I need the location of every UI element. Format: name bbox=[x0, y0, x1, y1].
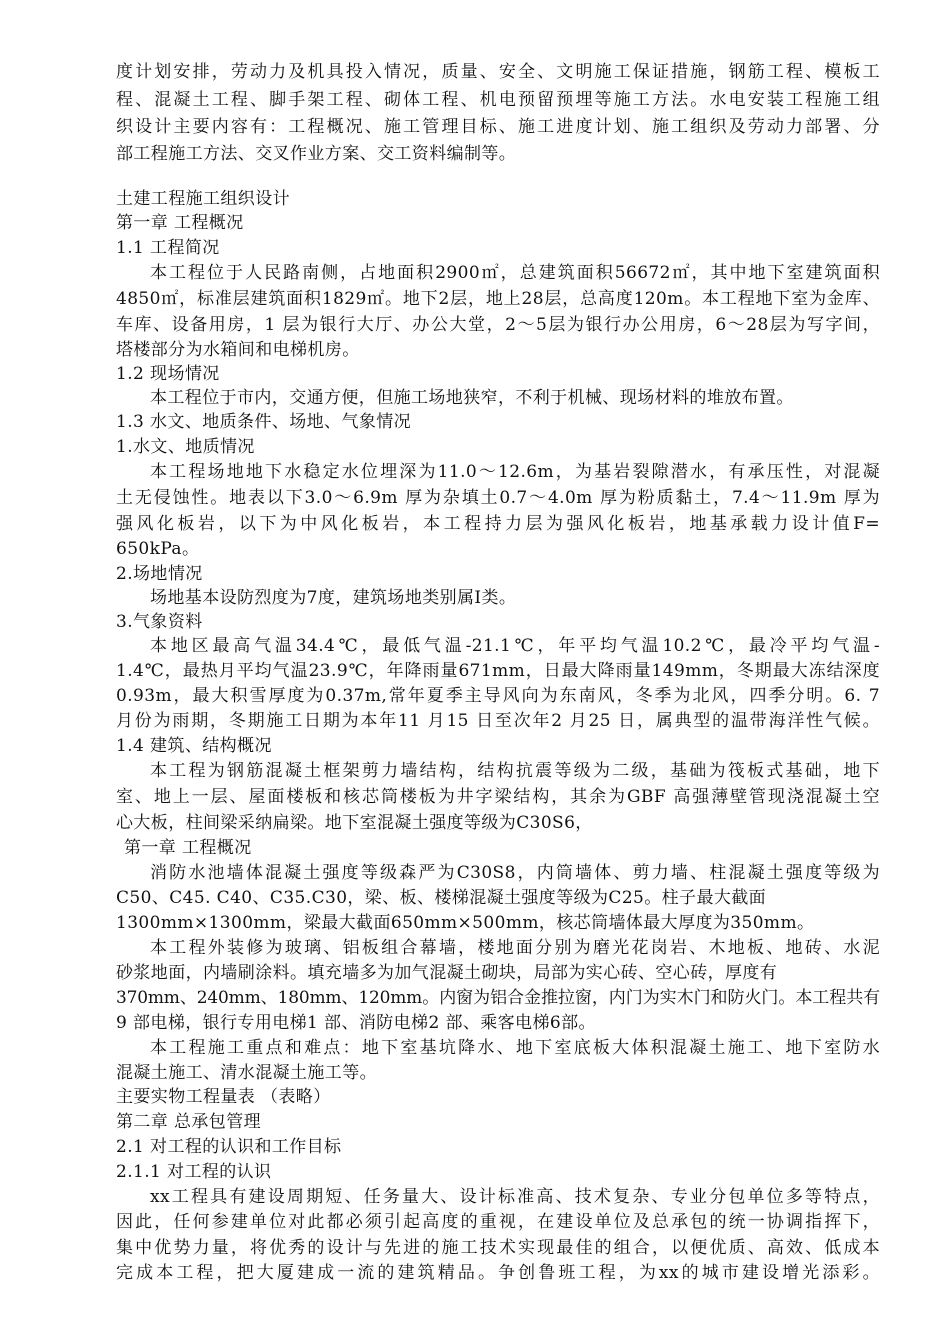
section-heading: 1.1 工程简况 bbox=[116, 238, 220, 258]
text-line: 度计划安排，劳动力及机具投入情况，质量、安全、文明施工保证措施，钢筋工程、模板工 bbox=[116, 62, 880, 82]
chapter-heading: 第二章 总承包管理 bbox=[116, 1112, 262, 1132]
text-line: 1300mm×1300mm，梁最大截面650mm×500mm，核芯筒墙体最大厚度为350mm。 bbox=[116, 913, 815, 933]
text-line: 程、混凝土工程、脚手架工程、砌体工程、机电预留预埋等施工方法。水电安装工程施工组 bbox=[116, 90, 880, 110]
section-heading: 1.4 建筑、结构概况 bbox=[116, 736, 272, 756]
text-line: 部工程施工方法、交叉作业方案、交工资料编制等。 bbox=[116, 144, 517, 164]
paragraph-line: 本工程外装修为玻璃、铝板组合幕墙，楼地面分别为磨光花岗岩、木地板、地砖、水泥 bbox=[150, 938, 880, 958]
text-line: 0.93m，最大积雪厚度为0.37m,常年夏季主导风向为东南风，冬季为北风，四季分明。6. 7 bbox=[116, 686, 880, 706]
table-note: 主要实物工程量表 （表略） bbox=[116, 1087, 331, 1107]
text-line: 心大板，柱间梁采纳扁梁。地下室混凝土强度等级为C30S6， bbox=[116, 813, 593, 833]
text-line: 9 部电梯，银行专用电梯1 部、消防电梯2 部、乘客电梯6部。 bbox=[116, 1013, 596, 1033]
text-line: 因此，任何参建单位对此都必须引起高度的重视，在建设单位及总承包的统一协调指挥下， bbox=[116, 1212, 880, 1232]
text-line: 1.4℃，最热月平均气温23.9℃，年降雨量671mm，日最大降雨量149mm，冬期最大冻结深度 bbox=[116, 661, 880, 681]
paragraph-line: xx工程具有建设周期短、任务量大、设计标准高、技术复杂、专业分包单位多等特点， bbox=[150, 1187, 880, 1207]
paragraph-line: 本工程施工重点和难点：地下室基坑降水、地下室底板大体积混凝土施工、地下室防水 bbox=[150, 1038, 880, 1058]
text-line: 完成本工程，把大厦建成一流的建筑精品。争创鲁班工程，为xx的城市建设增光添彩。 bbox=[116, 1263, 880, 1283]
paragraph-line: 场地基本设防烈度为7度，建筑场地类别属Ⅰ类。 bbox=[150, 588, 517, 608]
text-line: 土无侵蚀性。地表以下3.0～6.9m 厚为杂填土0.7～4.0m 厚为粉质黏土，7.4～11.9m 厚为 bbox=[116, 488, 880, 508]
chapter-heading: 第一章 工程概况 bbox=[124, 838, 252, 858]
text-line: 塔楼部分为水箱间和电梯机房。 bbox=[116, 340, 360, 360]
text-line: C50、C45. C40、C35.C30，梁、板、楼梯混凝土强度等级为C25。柱子最大截面 bbox=[116, 888, 767, 908]
sub-heading: 2.场地情况 bbox=[116, 564, 203, 584]
paragraph-line: 本工程位于市内，交通方便，但施工场地狭窄，不利于机械、现场材料的堆放布置。 bbox=[150, 388, 794, 408]
text-line: 370mm、240mm、180mm、120mm。内窗为铝合金推拉窗，内门为实木门和防火门。本工程共有 bbox=[116, 988, 880, 1008]
section-heading: 2.1 对工程的认识和工作目标 bbox=[116, 1137, 342, 1157]
chapter-heading: 第一章 工程概况 bbox=[116, 213, 244, 233]
text-line: 650kPa。 bbox=[116, 539, 200, 559]
text-line: 混凝土施工、清水混凝土施工等。 bbox=[116, 1063, 377, 1083]
section-title: 土建工程施工组织设计 bbox=[116, 189, 290, 209]
text-line: 集中优势力量，将优秀的设计与先进的施工技术实现最佳的组合，以便优质、高效、低成本 bbox=[116, 1238, 880, 1258]
section-heading: 1.3 水文、地质条件、场地、气象情况 bbox=[116, 412, 412, 432]
text-line: 织设计主要内容有：工程概况、施工管理目标、施工进度计划、施工组织及劳动力部署、分 bbox=[116, 117, 880, 137]
section-heading: 2.1.1 对工程的认识 bbox=[116, 1162, 272, 1182]
paragraph-line: 本工程场地地下水稳定水位埋深为11.0～12.6m，为基岩裂隙潜水，有承压性，对混凝 bbox=[150, 462, 880, 482]
text-line: 4850㎡，标准层建筑面积1829㎡。地下2层，地上28层，总高度120m。本工程地下室为金库、 bbox=[116, 289, 880, 309]
section-heading: 1.2 现场情况 bbox=[116, 364, 220, 384]
text-line: 强风化板岩，以下为中风化板岩，本工程持力层为强风化板岩，地基承载力设计值F= bbox=[116, 514, 880, 534]
sub-heading: 1.水文、地质情况 bbox=[116, 437, 255, 457]
text-line: 车库、设备用房，1 层为银行大厅、办公大堂，2～5层为银行办公用房，6～28层为写字间， bbox=[116, 315, 880, 335]
paragraph-line: 本地区最高气温34.4℃，最低气温-21.1℃，年平均气温10.2℃，最冷平均气温- bbox=[150, 636, 880, 656]
text-line: 砂浆地面，内墙刷涂料。填充墙多为加气混凝土砌块，局部为实心砖、空心砖，厚度有 bbox=[116, 963, 778, 983]
paragraph-line: 本工程位于人民路南侧，占地面积2900㎡，总建筑面积56672㎡，其中地下室建筑面积 bbox=[150, 263, 880, 283]
paragraph-line: 消防水池墙体混凝土强度等级森严为C30S8，内筒墙体、剪力墙、柱混凝土强度等级为 bbox=[150, 863, 880, 883]
sub-heading: 3.气象资料 bbox=[116, 612, 203, 632]
text-line: 月份为雨期，冬期施工日期为本年11 月15 日至次年2 月25 日，属典型的温带海洋性气候。 bbox=[116, 711, 880, 731]
paragraph-line: 本工程为钢筋混凝土框架剪力墙结构，结构抗震等级为二级，基础为筏板式基础，地下 bbox=[150, 761, 880, 781]
text-line: 室、地上一层、屋面楼板和核芯筒楼板为井字梁结构，其余为GBF 高强薄壁管现浇混凝土空 bbox=[116, 787, 880, 807]
